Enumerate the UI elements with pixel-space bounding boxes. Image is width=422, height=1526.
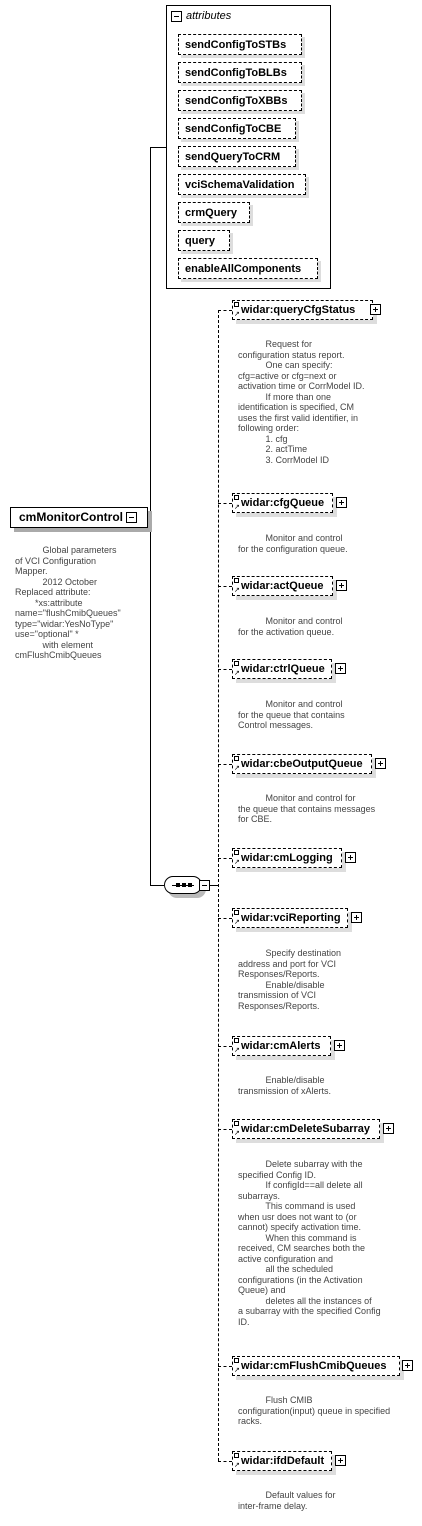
element-cfgQueue[interactable]: ↗ widar:cfgQueue bbox=[232, 493, 333, 513]
attribute-query[interactable]: query bbox=[178, 230, 230, 251]
attribute-sendQueryToCRM[interactable]: sendQueryToCRM bbox=[178, 146, 296, 167]
connector-branch bbox=[218, 858, 232, 859]
element-cmFlushCmibQueues[interactable]: ↗ widar:cmFlushCmibQueues bbox=[232, 1356, 400, 1376]
connector-branch bbox=[218, 1366, 232, 1367]
attributes-title: attributes bbox=[186, 10, 232, 22]
attribute-sendConfigToXBBs[interactable]: sendConfigToXBBs bbox=[178, 90, 302, 111]
expand-icon[interactable] bbox=[383, 1123, 394, 1134]
attribute-vciSchemaValidation[interactable]: vciSchemaValidation bbox=[178, 174, 306, 195]
element-name: widar:cfgQueue bbox=[241, 497, 325, 509]
element-queryCfgStatus[interactable]: ↗ widar:queryCfgStatus bbox=[232, 300, 373, 320]
element-documentation: Default values for inter-frame delay. bbox=[238, 1490, 336, 1511]
collapse-icon[interactable] bbox=[126, 512, 137, 523]
connector-to-attributes bbox=[150, 147, 166, 148]
element-name: widar:cmDeleteSubarray bbox=[241, 1123, 370, 1135]
expand-icon[interactable] bbox=[351, 912, 362, 923]
expand-icon[interactable] bbox=[345, 852, 356, 863]
element-vciReporting[interactable]: ↗ widar:vciReporting bbox=[232, 908, 348, 928]
element-name: widar:vciReporting bbox=[241, 912, 341, 924]
element-documentation: Monitor and control for the queue that contains messages for CBE. bbox=[238, 793, 376, 824]
element-documentation: Request for configuration status report. One can specify: cfg=active or cfg=next or activation time or CorrModel ID. If more than one identification is specified, CM uses the first valid identifier, in following order: 1. cfg 2. actTime 3. CorrModel ID bbox=[238, 339, 365, 465]
connector-branch bbox=[218, 503, 232, 504]
collapse-icon[interactable] bbox=[171, 11, 182, 22]
element-cmDeleteSubarray[interactable]: ↗ widar:cmDeleteSubarray bbox=[232, 1119, 380, 1139]
element-name: widar:actQueue bbox=[241, 580, 324, 592]
root-element[interactable] bbox=[10, 507, 148, 528]
expand-icon[interactable] bbox=[370, 304, 381, 315]
expand-icon[interactable] bbox=[375, 758, 386, 769]
element-cmLogging[interactable]: ↗ widar:cmLogging bbox=[232, 848, 342, 868]
expand-icon[interactable] bbox=[335, 1455, 346, 1466]
element-ctrlQueue[interactable]: ↗ widar:ctrlQueue bbox=[232, 659, 332, 679]
attribute-sendConfigToBLBs[interactable]: sendConfigToBLBs bbox=[178, 62, 302, 83]
connector-branch bbox=[218, 1461, 232, 1462]
element-cbeOutputQueue[interactable]: ↗ widar:cbeOutputQueue bbox=[232, 754, 372, 774]
sequence-compositor-icon bbox=[164, 876, 202, 894]
connector-branch bbox=[218, 918, 232, 919]
element-documentation: Monitor and control for the activation queue. bbox=[238, 616, 343, 637]
connector-branch bbox=[218, 1129, 232, 1130]
attribute-sendConfigToSTBs[interactable]: sendConfigToSTBs bbox=[178, 34, 302, 55]
element-name: widar:ctrlQueue bbox=[241, 663, 325, 675]
connector-branch bbox=[218, 1046, 232, 1047]
element-documentation: Monitor and control for the queue that contains Control messages. bbox=[238, 699, 345, 730]
connector-branch bbox=[218, 764, 232, 765]
element-name: widar:cbeOutputQueue bbox=[241, 758, 363, 770]
element-name: widar:ifdDefault bbox=[241, 1455, 325, 1467]
attribute-crmQuery[interactable]: crmQuery bbox=[178, 202, 250, 223]
connector-branch bbox=[218, 586, 232, 587]
connector-branch bbox=[218, 310, 232, 311]
expand-icon[interactable] bbox=[335, 663, 346, 674]
expand-icon[interactable] bbox=[336, 497, 347, 508]
attributes-header bbox=[171, 9, 231, 23]
element-cmAlerts[interactable]: ↗ widar:cmAlerts bbox=[232, 1036, 331, 1056]
attribute-enableAllComponents[interactable]: enableAllComponents bbox=[178, 258, 318, 279]
element-documentation: Delete subarray with the specified Config ID. If configId==all delete all subarrays. This command is used when usr does not want to (or cannot) specify activation time. When this command is received, CM searches both the active configuration and all the scheduled configurations (in the Activation Queue) and deletes all the instances of a subarray with the specified Config ID. bbox=[238, 1159, 381, 1327]
expand-icon[interactable] bbox=[402, 1360, 413, 1371]
element-ifdDefault[interactable]: ↗ widar:ifdDefault bbox=[232, 1451, 332, 1471]
element-name: widar:queryCfgStatus bbox=[241, 304, 356, 316]
connector-branch bbox=[218, 669, 232, 670]
element-name: widar:cmAlerts bbox=[241, 1040, 321, 1052]
connector-children-spine bbox=[218, 310, 219, 1461]
connector-sequence-out bbox=[210, 885, 218, 886]
element-documentation: Specify destination address and port for VCI Responses/Reports. Enable/disable transmission of VCI Responses/Reports. bbox=[238, 948, 342, 1011]
element-documentation: Enable/disable transmission of xAlerts. bbox=[238, 1075, 332, 1096]
collapse-icon[interactable] bbox=[199, 880, 210, 891]
attribute-sendConfigToCBE[interactable]: sendConfigToCBE bbox=[178, 118, 296, 139]
element-documentation: Monitor and control for the configuration queue. bbox=[238, 533, 348, 554]
expand-icon[interactable] bbox=[334, 1040, 345, 1051]
root-element-name: cmMonitorControl bbox=[19, 510, 123, 524]
element-documentation: Flush CMIB configuration(input) queue in specified racks. bbox=[238, 1395, 391, 1426]
element-name: widar:cmLogging bbox=[241, 852, 333, 864]
root-documentation: Global parameters of VCI Configuration Mapper. 2012 October Replaced attribute: *xs:attribute name="flushCmibQueues" type="widar:YesNoType" use="optional" * with element cmFlushCmibQueues bbox=[15, 545, 121, 660]
expand-icon[interactable] bbox=[336, 580, 347, 591]
connector-to-sequence bbox=[150, 885, 164, 886]
element-actQueue[interactable]: ↗ widar:actQueue bbox=[232, 576, 333, 596]
element-name: widar:cmFlushCmibQueues bbox=[241, 1360, 387, 1372]
